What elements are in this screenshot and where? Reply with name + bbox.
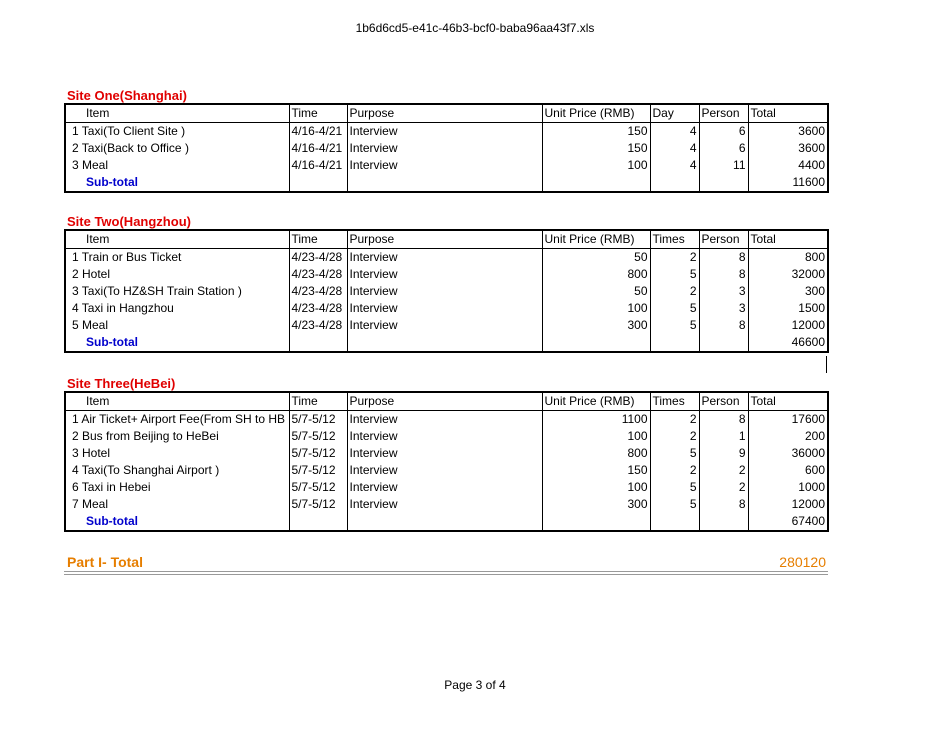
cell-unit-price: 50 bbox=[542, 249, 650, 267]
cell-persons: 2 bbox=[699, 479, 748, 496]
page-number: Page 3 of 4 bbox=[444, 678, 506, 692]
cell-item: 6 Taxi in Hebei bbox=[65, 479, 289, 496]
table-row bbox=[65, 479, 828, 496]
column-header-unit-price: Unit Price (RMB) bbox=[542, 230, 650, 249]
cell-purpose: Interview bbox=[347, 283, 542, 300]
cell-item: 1 Air Ticket+ Airport Fee(From SH to HB bbox=[65, 411, 289, 429]
subtotal-value: 67400 bbox=[748, 513, 828, 531]
cell-days: 5 bbox=[650, 266, 699, 283]
cell-item: 4 Taxi in Hangzhou bbox=[65, 300, 289, 317]
cell-purpose: Interview bbox=[347, 140, 542, 157]
cell-persons: 8 bbox=[699, 266, 748, 283]
cell-persons: 8 bbox=[699, 496, 748, 513]
table-row bbox=[65, 140, 828, 157]
column-header-purpose: Purpose bbox=[347, 230, 542, 249]
cell-purpose: Interview bbox=[347, 249, 542, 267]
cell-days: 5 bbox=[650, 479, 699, 496]
cell-days: 5 bbox=[650, 300, 699, 317]
cell-item: 2 Hotel bbox=[65, 266, 289, 283]
cell-unit-price: 1100 bbox=[542, 411, 650, 429]
cell-days: 2 bbox=[650, 283, 699, 300]
cell-total: 1500 bbox=[748, 300, 828, 317]
column-header-time: Time bbox=[289, 392, 347, 411]
empty-cell bbox=[347, 513, 542, 531]
cell-purpose: Interview bbox=[347, 266, 542, 283]
column-header-total: Total bbox=[748, 392, 828, 411]
cell-time: 4/16-4/21 bbox=[289, 140, 347, 157]
cell-time: 5/7-5/12 bbox=[289, 462, 347, 479]
table-row bbox=[65, 428, 828, 445]
cell-purpose: Interview bbox=[347, 123, 542, 141]
cell-time: 4/16-4/21 bbox=[289, 123, 347, 141]
column-header-item: Item bbox=[65, 104, 289, 123]
cell-time: 5/7-5/12 bbox=[289, 411, 347, 429]
column-header-persons: Person bbox=[699, 104, 748, 123]
column-header-days: Day bbox=[650, 104, 699, 123]
column-header-persons: Person bbox=[699, 392, 748, 411]
empty-cell bbox=[699, 513, 748, 531]
cell-persons: 2 bbox=[699, 462, 748, 479]
cell-days: 5 bbox=[650, 317, 699, 334]
subtotal-label: Sub-total bbox=[65, 334, 289, 352]
section-title: Site Three(HeBei) bbox=[67, 376, 176, 391]
cell-time: 5/7-5/12 bbox=[289, 496, 347, 513]
cell-days: 4 bbox=[650, 157, 699, 174]
cell-persons: 3 bbox=[699, 300, 748, 317]
cell-time: 4/23-4/28 bbox=[289, 317, 347, 334]
column-header-unit-price: Unit Price (RMB) bbox=[542, 392, 650, 411]
column-header-item: Item bbox=[65, 230, 289, 249]
cell-time: 4/23-4/28 bbox=[289, 249, 347, 267]
cell-persons: 6 bbox=[699, 140, 748, 157]
cell-item: 2 Taxi(Back to Office ) bbox=[65, 140, 289, 157]
empty-cell bbox=[699, 174, 748, 192]
cell-total: 200 bbox=[748, 428, 828, 445]
cell-purpose: Interview bbox=[347, 445, 542, 462]
cell-total: 36000 bbox=[748, 445, 828, 462]
column-header-unit-price: Unit Price (RMB) bbox=[542, 104, 650, 123]
cell-item: 3 Meal bbox=[65, 157, 289, 174]
subtotal-label: Sub-total bbox=[65, 174, 289, 192]
cell-days: 5 bbox=[650, 445, 699, 462]
cell-days: 2 bbox=[650, 462, 699, 479]
cell-item: 2 Bus from Beijing to HeBei bbox=[65, 428, 289, 445]
expense-table bbox=[64, 391, 829, 532]
column-header-total: Total bbox=[748, 230, 828, 249]
table-row bbox=[65, 317, 828, 334]
cell-unit-price: 150 bbox=[542, 140, 650, 157]
empty-cell bbox=[650, 513, 699, 531]
cell-time: 4/23-4/28 bbox=[289, 283, 347, 300]
column-header-time: Time bbox=[289, 104, 347, 123]
subtotal-value: 11600 bbox=[748, 174, 828, 192]
section-title: Site Two(Hangzhou) bbox=[67, 214, 191, 229]
expense-table bbox=[64, 229, 829, 353]
table-row bbox=[65, 411, 828, 429]
subtotal-value: 46600 bbox=[748, 334, 828, 352]
cell-unit-price: 100 bbox=[542, 157, 650, 174]
cell-persons: 11 bbox=[699, 157, 748, 174]
empty-cell bbox=[699, 334, 748, 352]
cell-item: 7 Meal bbox=[65, 496, 289, 513]
double-underline-bottom bbox=[64, 574, 828, 575]
empty-cell bbox=[289, 334, 347, 352]
cell-total: 3600 bbox=[748, 123, 828, 141]
cell-unit-price: 800 bbox=[542, 445, 650, 462]
cell-total: 300 bbox=[748, 283, 828, 300]
cell-unit-price: 300 bbox=[542, 317, 650, 334]
cell-total: 1000 bbox=[748, 479, 828, 496]
cell-unit-price: 100 bbox=[542, 300, 650, 317]
cell-days: 4 bbox=[650, 123, 699, 141]
subtotal-label: Sub-total bbox=[65, 513, 289, 531]
cell-item: 3 Taxi(To HZ&SH Train Station ) bbox=[65, 283, 289, 300]
table-row bbox=[65, 249, 828, 267]
cell-persons: 8 bbox=[699, 317, 748, 334]
table-row bbox=[65, 283, 828, 300]
cell-unit-price: 300 bbox=[542, 496, 650, 513]
table-header-row bbox=[65, 104, 828, 123]
subtotal-row bbox=[65, 334, 828, 352]
cell-days: 2 bbox=[650, 411, 699, 429]
cell-unit-price: 150 bbox=[542, 123, 650, 141]
subtotal-row bbox=[65, 174, 828, 192]
table-header-row bbox=[65, 230, 828, 249]
cell-item: 5 Meal bbox=[65, 317, 289, 334]
column-header-purpose: Purpose bbox=[347, 104, 542, 123]
empty-cell bbox=[542, 174, 650, 192]
cell-total: 17600 bbox=[748, 411, 828, 429]
empty-cell bbox=[650, 174, 699, 192]
cell-persons: 6 bbox=[699, 123, 748, 141]
cell-unit-price: 800 bbox=[542, 266, 650, 283]
empty-cell bbox=[542, 513, 650, 531]
cell-total: 600 bbox=[748, 462, 828, 479]
table-row bbox=[65, 123, 828, 141]
empty-cell bbox=[542, 334, 650, 352]
cell-persons: 8 bbox=[699, 249, 748, 267]
empty-cell bbox=[650, 334, 699, 352]
part-total-label: Part I- Total bbox=[67, 554, 143, 570]
table-row bbox=[65, 496, 828, 513]
cell-days: 5 bbox=[650, 496, 699, 513]
subtotal-row bbox=[65, 513, 828, 531]
column-header-persons: Person bbox=[699, 230, 748, 249]
cell-unit-price: 100 bbox=[542, 428, 650, 445]
cell-item: 1 Train or Bus Ticket bbox=[65, 249, 289, 267]
empty-cell bbox=[289, 513, 347, 531]
cell-item: 3 Hotel bbox=[65, 445, 289, 462]
column-header-purpose: Purpose bbox=[347, 392, 542, 411]
column-header-item: Item bbox=[65, 392, 289, 411]
cell-persons: 3 bbox=[699, 283, 748, 300]
column-header-days: Times bbox=[650, 392, 699, 411]
cell-purpose: Interview bbox=[347, 496, 542, 513]
cell-time: 5/7-5/12 bbox=[289, 428, 347, 445]
cell-total: 12000 bbox=[748, 317, 828, 334]
cell-persons: 1 bbox=[699, 428, 748, 445]
cell-purpose: Interview bbox=[347, 411, 542, 429]
cell-unit-price: 150 bbox=[542, 462, 650, 479]
cell-total: 800 bbox=[748, 249, 828, 267]
empty-cell bbox=[289, 174, 347, 192]
cell-purpose: Interview bbox=[347, 317, 542, 334]
cell-unit-price: 100 bbox=[542, 479, 650, 496]
cell-time: 4/23-4/28 bbox=[289, 266, 347, 283]
cell-days: 4 bbox=[650, 140, 699, 157]
empty-cell bbox=[347, 174, 542, 192]
expense-table bbox=[64, 103, 829, 193]
cell-purpose: Interview bbox=[347, 462, 542, 479]
table-row bbox=[65, 445, 828, 462]
cell-time: 5/7-5/12 bbox=[289, 479, 347, 496]
cell-border-fragment bbox=[826, 356, 827, 373]
cell-time: 4/16-4/21 bbox=[289, 157, 347, 174]
table-header-row bbox=[65, 392, 828, 411]
cell-persons: 9 bbox=[699, 445, 748, 462]
table-row bbox=[65, 266, 828, 283]
cell-purpose: Interview bbox=[347, 157, 542, 174]
section-title: Site One(Shanghai) bbox=[67, 88, 187, 103]
cell-total: 4400 bbox=[748, 157, 828, 174]
cell-item: 4 Taxi(To Shanghai Airport ) bbox=[65, 462, 289, 479]
double-underline-top bbox=[64, 571, 828, 572]
cell-purpose: Interview bbox=[347, 300, 542, 317]
column-header-total: Total bbox=[748, 104, 828, 123]
table-row bbox=[65, 157, 828, 174]
cell-purpose: Interview bbox=[347, 428, 542, 445]
cell-time: 5/7-5/12 bbox=[289, 445, 347, 462]
table-row bbox=[65, 300, 828, 317]
cell-item: 1 Taxi(To Client Site ) bbox=[65, 123, 289, 141]
cell-unit-price: 50 bbox=[542, 283, 650, 300]
cell-purpose: Interview bbox=[347, 479, 542, 496]
part-total-value: 280120 bbox=[779, 554, 826, 570]
cell-persons: 8 bbox=[699, 411, 748, 429]
file-name-header: 1b6d6cd5-e41c-46b3-bcf0-baba96aa43f7.xls bbox=[355, 21, 595, 35]
table-row bbox=[65, 462, 828, 479]
cell-total: 32000 bbox=[748, 266, 828, 283]
cell-days: 2 bbox=[650, 428, 699, 445]
cell-total: 3600 bbox=[748, 140, 828, 157]
column-header-time: Time bbox=[289, 230, 347, 249]
column-header-days: Times bbox=[650, 230, 699, 249]
cell-days: 2 bbox=[650, 249, 699, 267]
cell-time: 4/23-4/28 bbox=[289, 300, 347, 317]
empty-cell bbox=[347, 334, 542, 352]
cell-total: 12000 bbox=[748, 496, 828, 513]
